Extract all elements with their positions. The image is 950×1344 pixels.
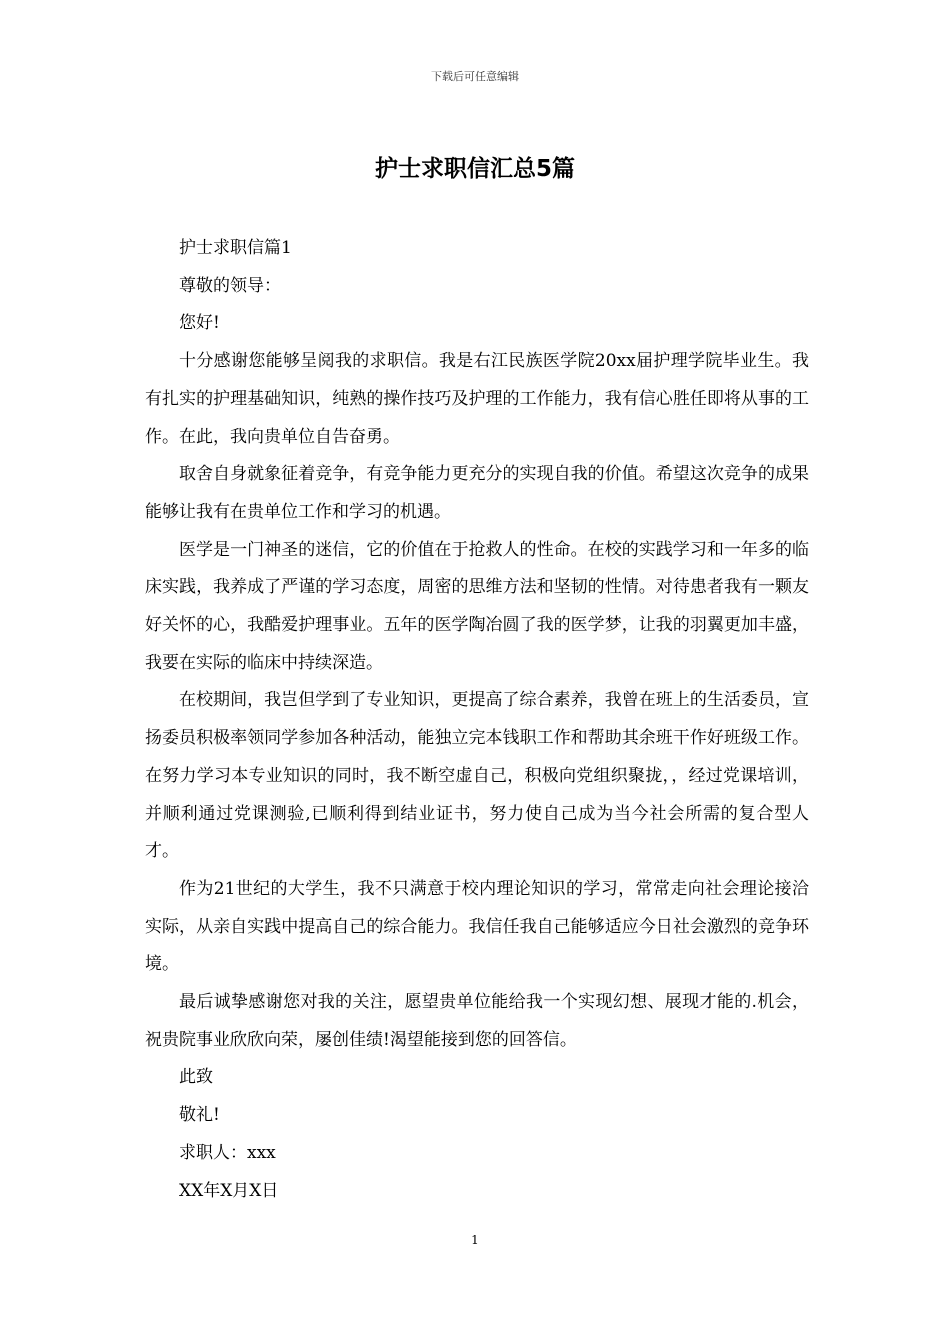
document-body: [145, 230, 809, 1210]
date-line: XX年X月X日: [179, 1180, 279, 1201]
body-paragraph: 医学是一门神圣的迷信，它的价值在于抢救人的性命。在校的实践学习和一年多的临床实践，我养成了严谨的学习态度，周密的思维方法和坚韧的性情。对待患者我有一颗友好关怀的心，我酷爱护理事业。五年的医学陶冶圆了我的医学梦，让我的羽翼更加丰盛，我要在实际的临床中持续深造。: [145, 539, 809, 673]
closing-salute: 敬礼!: [179, 1105, 220, 1126]
body-paragraph: 作为21世纪的大学生，我不只满意于校内理论知识的学习，常常走向社会理论接洽实际，从亲自实践中提高自己的综合能力。我信任我自己能够适应今日社会激烈的竞争环境。: [145, 878, 809, 975]
body-paragraph: 取舍自身就象征着竞争，有竞争能力更充分的实现自我的价值。希望这次竞争的成果能够让我有在贵单位工作和学习的机遇。: [145, 464, 809, 522]
greeting: 您好!: [179, 313, 220, 334]
page-number: 1: [471, 1233, 479, 1247]
body-paragraph: 在校期间，我岂但学到了专业知识，更提高了综合素养，我曾在班上的生活委员，宣扬委员积极率领同学参加各种活动，能独立完本钱职工作和帮助其余班干作好班级工作。在努力学习本专业知识的同时，我不断空虚自己，积极向党组织聚拢，，经过党课培训，并顺利通过党课测验,已顺利得到结业证书，努力使自己成为当今社会所需的复合型人才。: [145, 690, 809, 862]
section-heading: 护士求职信篇1: [179, 238, 292, 258]
header-note: 下载后可任意编辑: [431, 70, 519, 83]
body-paragraph: 最后诚挚感谢您对我的关注，愿望贵单位能给我一个实现幻想、展现才能的.机会，祝贵院事业欣欣向荣，屡创佳绩!渴望能接到您的回答信。: [145, 992, 809, 1050]
salutation: 尊敬的领导：: [179, 275, 281, 296]
document-title: 护士求职信汇总5篇: [374, 156, 575, 182]
body-paragraph: 十分感谢您能够呈阅我的求职信。我是右江民族医学院20xx届护理学院毕业生。我有扎实的护理基础知识，纯熟的操作技巧及护理的工作能力，我有信心胜任即将从事的工作。在此，我向贵单位自告奋勇。: [145, 351, 809, 447]
closing-line: 此致: [179, 1067, 213, 1088]
applicant-line: 求职人：xxx: [179, 1142, 276, 1163]
